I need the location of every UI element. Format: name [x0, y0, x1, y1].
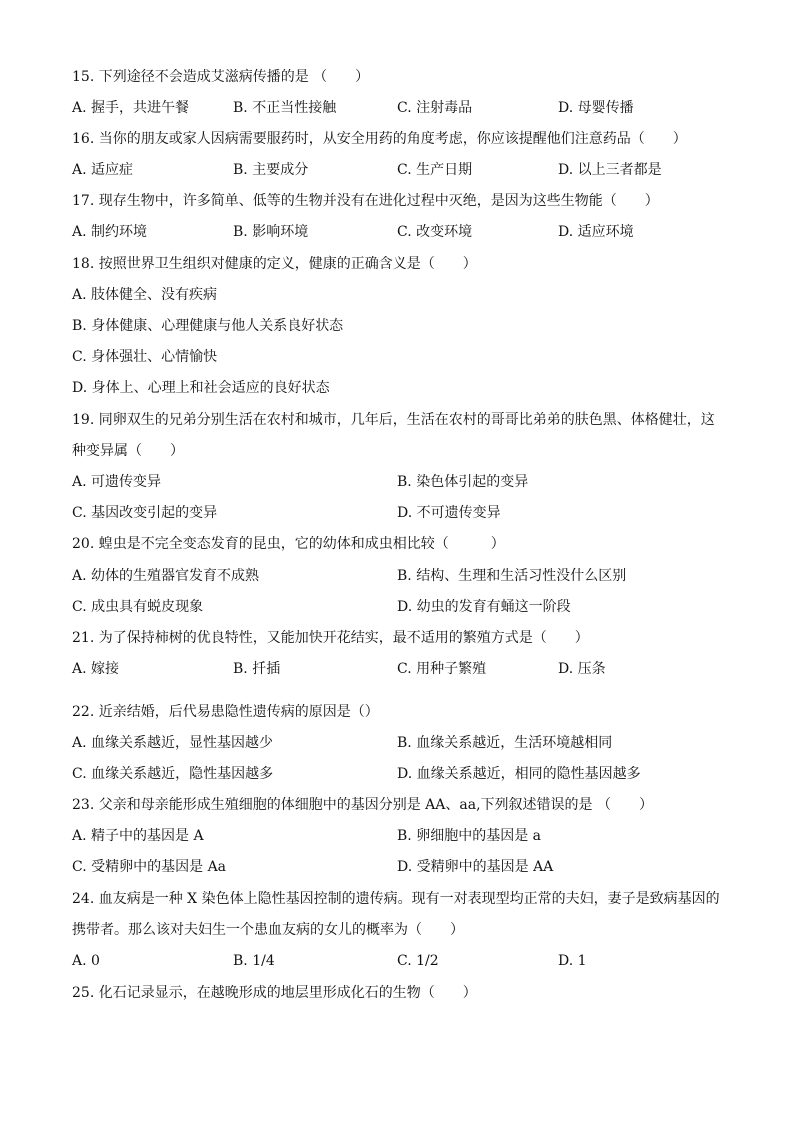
question-23-stem: 23. 父亲和母亲能形成生殖细胞的体细胞中的基因分别是 AA、aa,下列叙述错误的是 （ ） — [72, 797, 653, 813]
question-19-option-c: C. 基因改变引起的变异 — [72, 505, 218, 521]
question-19-stem-line-2: 种变异属（ ） — [72, 443, 184, 459]
question-22-option-a: A. 血缘关系越近，显性基因越少 — [72, 735, 274, 751]
question-21-option-a: A. 嫁接 — [72, 661, 120, 677]
question-24-option-b: B. 1/4 — [233, 953, 275, 969]
question-19-option-d: D. 不可遗传变异 — [397, 505, 501, 521]
question-17-option-b: B. 影响环境 — [233, 224, 309, 240]
question-16-stem: 16. 当你的朋友或家人因病需要服药时，从安全用药的角度考虑，你应该提醒他们注意药品（ ） — [72, 131, 687, 147]
question-19-option-a: A. 可遗传变异 — [72, 474, 162, 490]
question-18-option-b: B. 身体健康、心理健康与他人关系良好状态 — [72, 318, 344, 334]
question-15-option-b: B. 不正当性接触 — [233, 100, 337, 116]
question-15-option-a: A. 握手，共进午餐 — [72, 100, 190, 116]
question-15-stem: 15. 下列途径不会造成艾滋病传播的是 （ ） — [72, 69, 370, 85]
question-20-option-d: D. 幼虫的发育有蛹这一阶段 — [397, 599, 571, 615]
question-17-option-a: A. 制约环境 — [72, 224, 148, 240]
question-24-option-c: C. 1/2 — [397, 953, 439, 969]
question-21-option-b: B. 扦插 — [233, 661, 281, 677]
question-18-stem: 18. 按照世界卫生组织对健康的定义，健康的正确含义是（ ） — [72, 256, 477, 272]
question-20-option-c: C. 成虫具有蜕皮现象 — [72, 599, 204, 615]
question-21-option-d: D. 压条 — [558, 661, 606, 677]
question-17-stem: 17. 现存生物中，许多简单、低等的生物并没有在进化过程中灭绝，是因为这些生物能（ ） — [72, 193, 659, 209]
question-24-option-d: D. 1 — [558, 953, 587, 969]
question-18-option-a: A. 肢体健全、没有疾病 — [72, 287, 218, 303]
question-21-option-c: C. 用种子繁殖 — [397, 661, 487, 677]
question-16-option-d: D. 以上三者都是 — [558, 162, 662, 178]
question-22-option-d: D. 血缘关系越近，相同的隐性基因越多 — [397, 766, 641, 782]
question-20-option-a: A. 幼体的生殖器官发育不成熟 — [72, 568, 260, 584]
question-16-option-c: C. 生产日期 — [397, 162, 473, 178]
question-17-option-d: D. 适应环境 — [558, 224, 634, 240]
question-19-stem-line-1: 19. 同卵双生的兄弟分别生活在农村和城市，几年后，生活在农村的哥哥比弟弟的肤色黑、体格健壮，这 — [72, 412, 715, 428]
question-16-option-b: B. 主要成分 — [233, 162, 309, 178]
question-18-option-c: C. 身体强壮、心情愉快 — [72, 349, 218, 365]
question-25-stem: 25. 化石记录显示，在越晚形成的地层里形成化石的生物（ ） — [72, 985, 477, 1001]
question-23-option-d: D. 受精卵中的基因是 AA — [397, 859, 554, 875]
question-22-option-b: B. 血缘关系越近，生活环境越相同 — [397, 735, 613, 751]
question-16-option-a: A. 适应症 — [72, 162, 134, 178]
question-23-option-c: C. 受精卵中的基因是 Aa — [72, 859, 227, 875]
question-17-option-c: C. 改变环境 — [397, 224, 473, 240]
question-22-option-c: C. 血缘关系越近，隐性基因越多 — [72, 766, 274, 782]
question-23-option-b: B. 卵细胞中的基因是 a — [397, 828, 541, 844]
question-19-option-b: B. 染色体引起的变异 — [397, 474, 529, 490]
question-22-stem: 22. 近亲结婚，后代易患隐性遗传病的原因是（） — [72, 704, 379, 720]
question-24-stem-line-1: 24. 血友病是一种 X 染色体上隐性基因控制的遗传病。现有一对表现型均正常的夫妇，妻子是致病基因的 — [72, 891, 720, 907]
question-15-option-d: D. 母婴传播 — [558, 100, 634, 116]
question-21-stem: 21. 为了保持柿树的优良特性，又能加快开花结实，最不适用的繁殖方式是（ ） — [72, 630, 589, 646]
question-20-stem: 20. 蝗虫是不完全变态发育的昆虫，它的幼体和成虫相比较（ ） — [72, 536, 505, 552]
question-23-option-a: A. 精子中的基因是 A — [72, 828, 204, 844]
question-20-option-b: B. 结构、生理和生活习性没什么区别 — [397, 568, 627, 584]
question-24-stem-line-2: 携带者。那么该对夫妇生一个患血友病的女儿的概率为（ ） — [72, 922, 464, 938]
question-18-option-d: D. 身体上、心理上和社会适应的良好状态 — [72, 380, 330, 396]
question-15-option-c: C. 注射毒品 — [397, 100, 473, 116]
question-24-option-a: A. 0 — [72, 953, 100, 969]
